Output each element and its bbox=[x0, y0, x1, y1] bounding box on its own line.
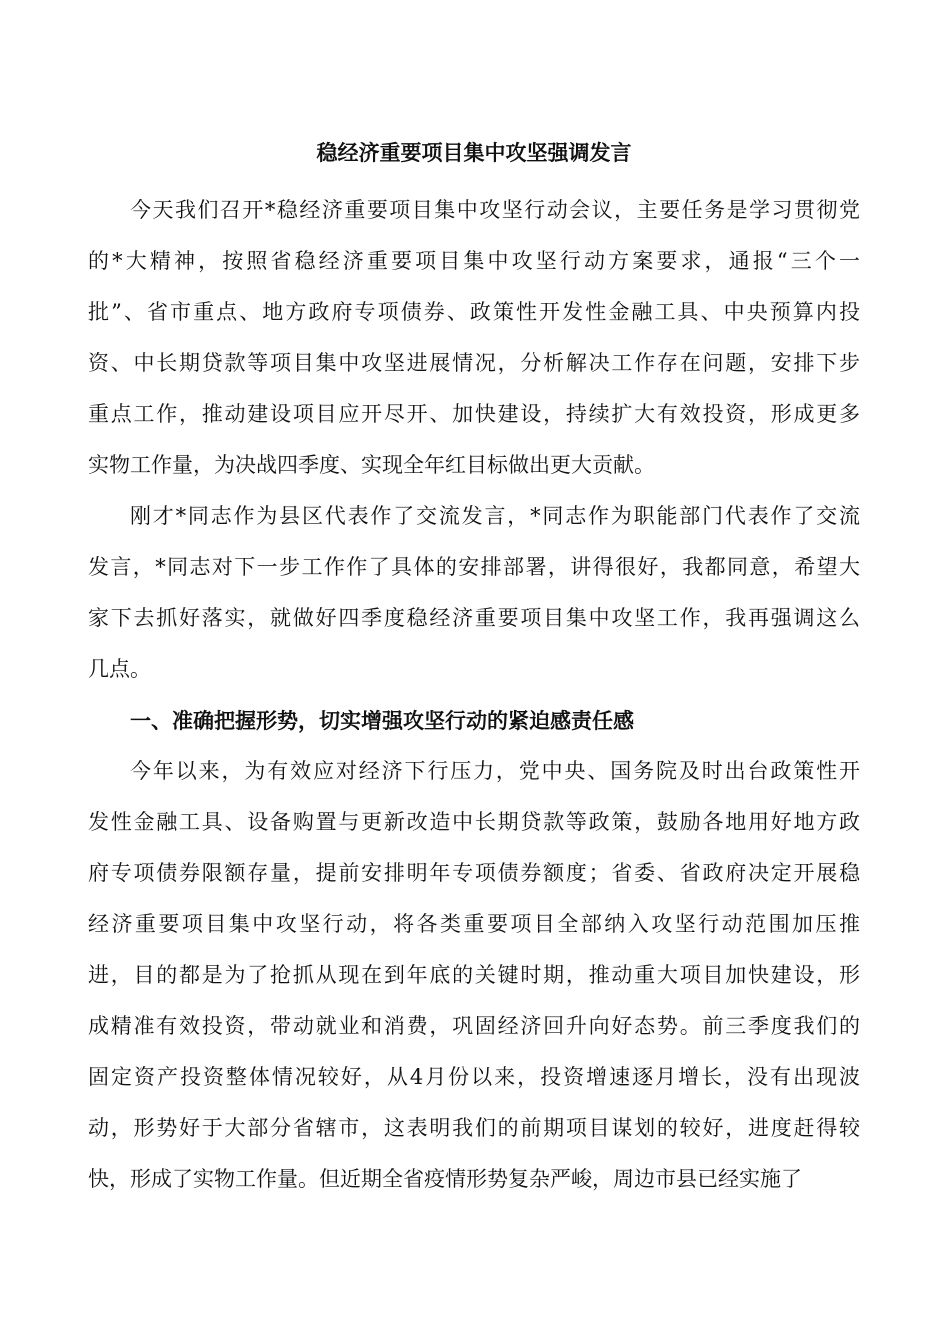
paragraph-line: 发性金融工具、设备购置与更新改造中长期贷款等政策，鼓励各地用好地方政 bbox=[88, 810, 860, 834]
paragraph-line: 家下去抓好落实，就做好四季度稳经济重要项目集中攻坚工作，我再强调这么 bbox=[88, 606, 860, 630]
paragraph-line: 发言，*同志对下一步工作作了具体的安排部署，讲得很好，我都同意，希望大 bbox=[88, 555, 860, 579]
paragraph-line: 刚才*同志作为县区代表作了交流发言，*同志作为职能部门代表作了交流 bbox=[130, 504, 860, 528]
paragraph-line: 进，目的都是为了抢抓从现在到年底的关键时期，推动重大项目加快建设，形 bbox=[88, 963, 860, 987]
paragraph-line: 今年以来，为有效应对经济下行压力，党中央、国务院及时出台政策性开 bbox=[130, 759, 860, 783]
section-heading bbox=[88, 695, 860, 746]
paragraph bbox=[88, 746, 860, 1205]
paragraph-line: 动，形势好于大部分省辖市，这表明我们的前期项目谋划的较好，进度赶得较 bbox=[88, 1116, 860, 1140]
paragraph bbox=[88, 185, 860, 491]
paragraph-line: 实物工作量，为决战四季度、实现全年红目标做出更大贡献。 bbox=[88, 453, 655, 477]
document-body bbox=[88, 185, 860, 1205]
paragraph-line: 几点。 bbox=[88, 657, 151, 681]
paragraph-line: 府专项债券限额存量，提前安排明年专项债券额度；省委、省政府决定开展稳 bbox=[88, 861, 860, 885]
title-spacer bbox=[88, 173, 860, 185]
paragraph-line: 重点工作，推动建设项目应开尽开、加快建设，持续扩大有效投资，形成更多 bbox=[88, 402, 860, 426]
paragraph-line: 今天我们召开*稳经济重要项目集中攻坚行动会议，主要任务是学习贯彻党 bbox=[130, 198, 860, 222]
document-title: 稳经济重要项目集中攻坚强调发言 bbox=[316, 140, 632, 165]
paragraph-line: 的*大精神，按照省稳经济重要项目集中攻坚行动方案要求，通报“三个一 bbox=[88, 249, 860, 273]
paragraph-line: 经济重要项目集中攻坚行动，将各类重要项目全部纳入攻坚行动范围加压推 bbox=[88, 912, 860, 936]
paragraph-line: 资、中长期贷款等项目集中攻坚进展情况，分析解决工作存在问题，安排下步 bbox=[88, 351, 860, 375]
paragraph-line: 固定资产投资整体情况较好，从4月份以来，投资增速逐月增长，没有出现波 bbox=[88, 1065, 860, 1089]
paragraph-line: 快，形成了实物工作量。但近期全省疫情形势复杂严峻，周边市县已经实施了 bbox=[88, 1167, 802, 1191]
document-page bbox=[88, 133, 860, 1205]
heading-line: 一、准确把握形势，切实增强攻坚行动的紧迫感责任感 bbox=[130, 708, 634, 733]
paragraph bbox=[88, 491, 860, 695]
paragraph-line: 成精准有效投资，带动就业和消费，巩固经济回升向好态势。前三季度我们的 bbox=[88, 1014, 860, 1038]
paragraph-line: 批”、省市重点、地方政府专项债券、政策性开发性金融工具、中央预算内投 bbox=[88, 300, 860, 324]
